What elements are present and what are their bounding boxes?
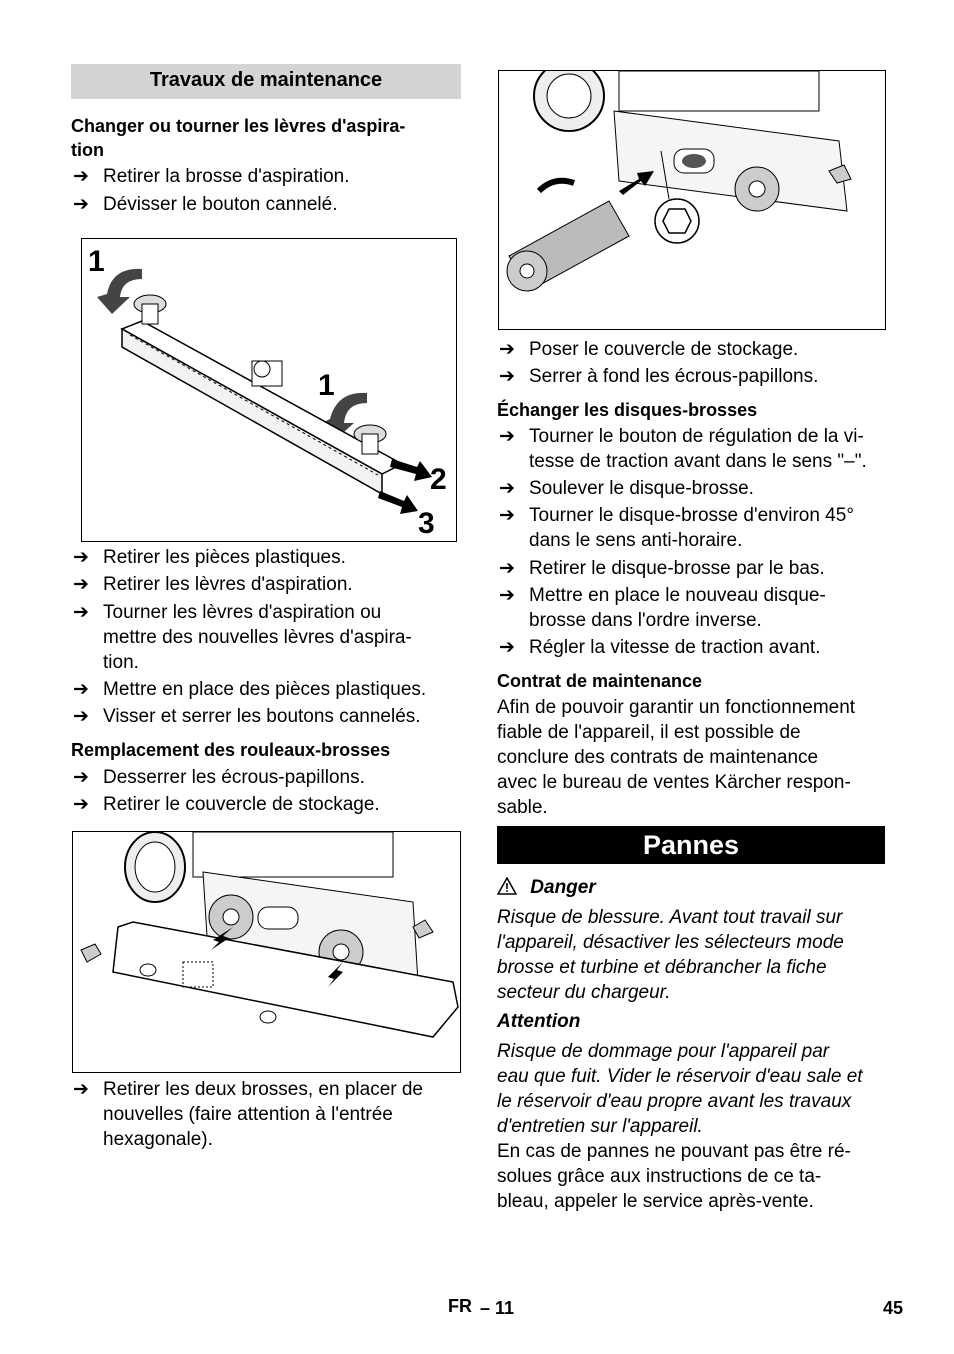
arrow-right-icon: ➔ (73, 706, 89, 727)
figure-roller-brush (498, 70, 886, 330)
arrow-right-icon: ➔ (73, 794, 89, 815)
figure-storage-cover (72, 831, 461, 1073)
list-item: ➔ Mettre en place des pièces plastiques. (73, 679, 427, 700)
list-item: ➔ Tourner le disque-brosse d'environ 45° (499, 505, 854, 526)
roller-brush-illustration (499, 71, 885, 329)
fig-label-1a: 1 (88, 245, 105, 278)
fig-label-2: 2 (430, 463, 447, 496)
list-item: ➔ Tourner le bouton de régulation de la vi- (499, 426, 864, 447)
list-item-continued: nouvelles (faire attention à l'entrée (103, 1104, 393, 1125)
list-item-continued: tion. (103, 652, 139, 673)
list-item: ➔ Retirer le couvercle de stockage. (73, 794, 380, 815)
figure-suction-lips (81, 238, 457, 542)
arrow-right-icon: ➔ (73, 547, 89, 568)
arrow-right-icon: ➔ (499, 339, 515, 360)
list-item-continued: tesse de traction avant dans le sens "–". (529, 451, 867, 472)
after-sales-paragraph: En cas de pannes ne pouvant pas être ré- solues grâce aux instructions de ce ta- bleau, appeler le service après-vente. (497, 1141, 851, 1212)
list-item: ➔ Retirer la brosse d'aspiration. (73, 166, 350, 187)
arrow-right-icon: ➔ (73, 194, 89, 215)
arrow-right-icon: ➔ (73, 1079, 89, 1100)
arrow-right-icon: ➔ (499, 426, 515, 447)
suction-lips-illustration (82, 239, 456, 541)
arrow-right-icon: ➔ (499, 637, 515, 658)
list-item: ➔ Dévisser le bouton cannelé. (73, 194, 338, 215)
danger-text: Risque de blessure. Avant tout travail sur l'appareil, désactiver les sélecteurs mode brosse et turbine et débrancher la fiche secteur du chargeur. (497, 907, 844, 1003)
attention-text: Risque de dommage pour l'appareil par eau que fuit. Vider le réservoir d'eau sale et le réservoir d'eau propre avant les travaux d'entretien sur l'appareil. (497, 1041, 863, 1137)
fig-label-1b: 1 (318, 369, 335, 402)
warning-triangle-icon (497, 877, 517, 895)
list-item-continued: mettre des nouvelles lèvres d'aspira- (103, 627, 412, 648)
arrow-right-icon: ➔ (73, 679, 89, 700)
danger-heading: Danger (497, 876, 887, 900)
subsection-title-disc-brushes: Échanger les disques-brosses (497, 400, 758, 420)
arrow-right-icon: ➔ (499, 478, 515, 499)
footer-sub-page: – 11 (480, 1298, 515, 1318)
arrow-right-icon: ➔ (499, 366, 515, 387)
list-item-continued: brosse dans l'ordre inverse. (529, 610, 762, 631)
arrow-right-icon: ➔ (73, 602, 89, 623)
subsection-title-suction-lips: Changer ou tourner les lèvres d'aspira- tion (71, 116, 406, 160)
page-number: 45 (883, 1298, 904, 1318)
list-item: ➔ Serrer à fond les écrous-papillons. (499, 366, 819, 387)
list-item: ➔ Mettre en place le nouveau disque- (499, 585, 826, 606)
fig-label-3: 3 (418, 507, 435, 540)
section-title: Travaux de maintenance (71, 64, 461, 99)
list-item: ➔ Régler la vitesse de traction avant. (499, 637, 821, 658)
subsection-title-roller-brushes: Remplacement des rouleaux-brosses (71, 740, 391, 760)
list-item: ➔ Soulever le disque-brosse. (499, 478, 754, 499)
list-item: ➔ Tourner les lèvres d'aspiration ou (73, 602, 382, 623)
arrow-right-icon: ➔ (73, 767, 89, 788)
attention-heading: Attention (497, 1011, 581, 1032)
list-item: ➔ Retirer le disque-brosse par le bas. (499, 558, 825, 579)
list-item: ➔ Poser le couvercle de stockage. (499, 339, 799, 360)
arrow-right-icon: ➔ (499, 585, 515, 606)
list-item: ➔ Desserrer les écrous-papillons. (73, 767, 365, 788)
list-item-continued: dans le sens anti-horaire. (529, 530, 743, 551)
list-item: ➔ Visser et serrer les boutons cannelés. (73, 706, 421, 727)
arrow-right-icon: ➔ (499, 505, 515, 526)
subsection-title-maintenance-contract: Contrat de maintenance (497, 671, 703, 691)
section-title-pannes: Pannes (497, 826, 885, 864)
arrow-right-icon: ➔ (73, 166, 89, 187)
arrow-right-icon: ➔ (499, 558, 515, 579)
list-item: ➔ Retirer les deux brosses, en placer de (73, 1079, 423, 1100)
footer-language: FR (448, 1296, 472, 1316)
contract-paragraph: Afin de pouvoir garantir un fonctionnement fiable de l'appareil, il est possible de conclure des contrats de maintenance avec le bureau de ventes Kärcher respon- sable. (497, 697, 856, 818)
list-item-continued: hexagonale). (103, 1129, 213, 1150)
storage-cover-illustration (73, 832, 460, 1072)
list-item: ➔ Retirer les pièces plastiques. (73, 547, 346, 568)
list-item: ➔ Retirer les lèvres d'aspiration. (73, 574, 353, 595)
arrow-right-icon: ➔ (73, 574, 89, 595)
